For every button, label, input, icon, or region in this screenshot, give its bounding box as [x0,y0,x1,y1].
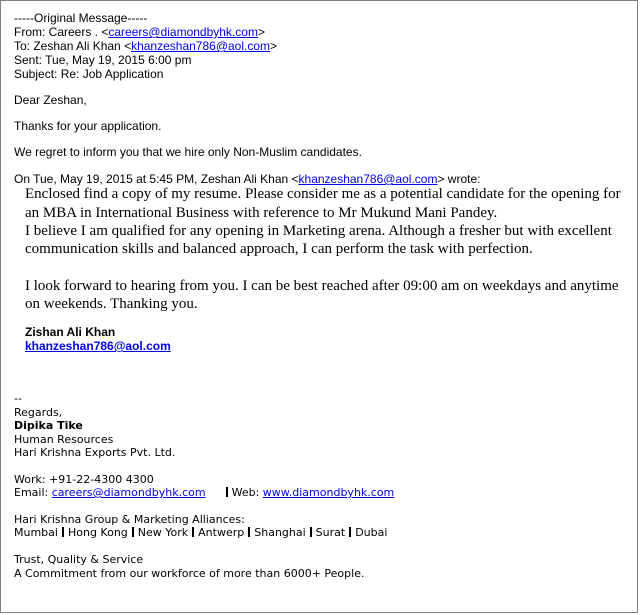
quoted-signer-name: Zishan Ali Khan [25,325,116,339]
signature-name: Dipika Tike [14,419,83,432]
subject-line: Subject: Re: Job Application [14,67,164,81]
signature-trust: Trust, Quality & Service [14,553,144,566]
signature-regards: Regards, [14,406,63,419]
quoted-line-2: an MBA in International Business with reference to Mr Mukund Mani Pandey. [25,205,498,221]
separator [226,487,228,497]
signature-commitment: A Commitment from our workforce of more than 6000+ People. [14,567,365,580]
thanks-line: Thanks for your application. [14,119,162,133]
signature-company: Hari Krishna Exports Pvt. Ltd. [14,446,176,459]
signature-work: Work: +91-22-4300 4300 [14,473,154,486]
to-email-link[interactable]: khanzeshan786@aol.com [131,39,271,53]
from-line [14,25,265,39]
quoted-line-5: I look forward to hearing from you. I can be best reached after 09:00 am on weekdays and anytime [25,278,619,294]
city-dubai: Dubai [355,526,388,539]
city-hong-kong: Hong Kong [67,526,128,539]
separator [192,527,194,537]
separator [132,527,134,537]
original-message-divider: -----Original Message----- [14,11,148,25]
signature-email-label: Email: [14,486,52,499]
quoted-line-1: Enclosed find a copy of my resume. Please consider me as a potential candidate for the opening for [25,186,621,202]
quoted-signer-email-link[interactable]: khanzeshan786@aol.com [25,339,171,353]
city-new-york: New York [137,526,189,539]
quote-intro-email-link[interactable]: khanzeshan786@aol.com [298,172,438,186]
signature-cities [14,526,387,539]
separator [349,527,351,537]
from-email-link[interactable]: careers@diamondbyhk.com [108,25,258,39]
greeting: Dear Zeshan, [14,93,87,107]
quoted-line-3: I believe I am qualified for any opening in Marketing arena. Although a fresher but with excellent [25,223,612,239]
city-antwerp: Antwerp [198,526,245,539]
quote-intro-suffix: > wrote: [437,172,481,186]
signature-dashes: -- [14,392,22,405]
signature-email-link[interactable]: careers@diamondbyhk.com [51,486,206,499]
quote-intro-prefix: On Tue, May 19, 2015 at 5:45 PM, Zeshan Ali Khan < [14,172,299,186]
from-label: From: Careers . < [14,25,109,39]
separator [248,527,250,537]
separator [62,527,64,537]
signature-web-label: Web: [231,486,263,499]
signature-web-link[interactable]: www.diamondbyhk.com [262,486,395,499]
quoted-line-6: on weekends. Thanking you. [25,296,198,312]
to-line [14,39,277,53]
city-surat: Surat [315,526,346,539]
quote-intro [14,172,480,186]
to-label: To: Zeshan Ali Khan < [14,39,132,53]
from-close: > [257,25,265,39]
quoted-line-4: communication skills and balanced approach, I can perform the task with perfection. [25,241,533,257]
city-shanghai: Shanghai [254,526,306,539]
regret-line: We regret to inform you that we hire only Non-Muslim candidates. [14,145,362,159]
signature-dept: Human Resources [14,433,114,446]
city-mumbai: Mumbai [14,526,58,539]
signature-group: Hari Krishna Group & Marketing Alliances: [14,513,245,526]
sent-line: Sent: Tue, May 19, 2015 6:00 pm [14,53,192,67]
signature-email-web [14,486,394,499]
separator [310,527,312,537]
to-close: > [270,39,278,53]
